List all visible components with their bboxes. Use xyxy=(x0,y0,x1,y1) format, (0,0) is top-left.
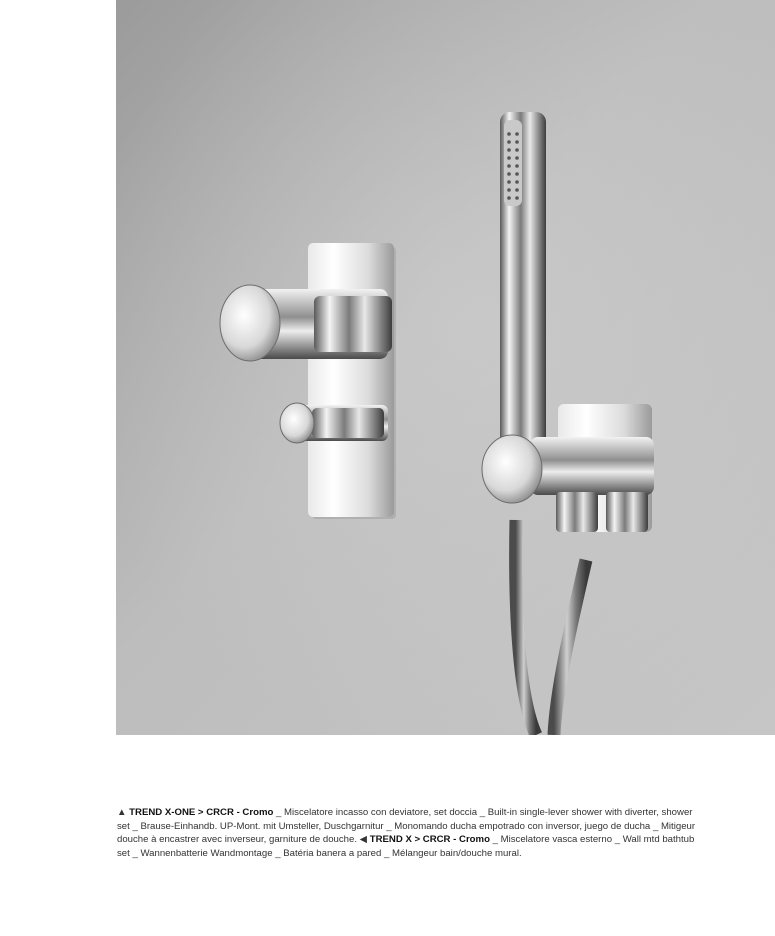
product-photo-illustration xyxy=(116,0,775,735)
hand-shower xyxy=(500,112,546,472)
product-description-trend-x-one: _ Miscelatore incasso con deviatore, set doccia _ Built-in single-lever shower with diverter, shower set _ Brause-Einhandb. UP-Mont. mit Umsteller, Duschgarnitur _ Monomando ducha empotrado con inversor, juego de ducha _ Mitigeur douche à encastrer avec inverseur, garniture de douche. xyxy=(117,807,696,846)
product-description-trend-x: _ Miscelatore vasca esterno _ Wall mtd bathtub set _ Wannenbatterie Wandmontage _ Batéria banera a pared _ Mélangeur bain/douche mural. xyxy=(117,834,695,859)
triangle-left-icon: ◀ xyxy=(359,834,368,846)
product-photo xyxy=(116,0,775,735)
product-caption xyxy=(117,806,705,860)
product-name-trend-x-one: TREND X-ONE > CRCR - Cromo xyxy=(129,807,274,818)
product-name-trend-x: TREND X > CRCR - Cromo xyxy=(369,834,490,846)
triangle-up-icon: ▲ xyxy=(117,807,127,818)
